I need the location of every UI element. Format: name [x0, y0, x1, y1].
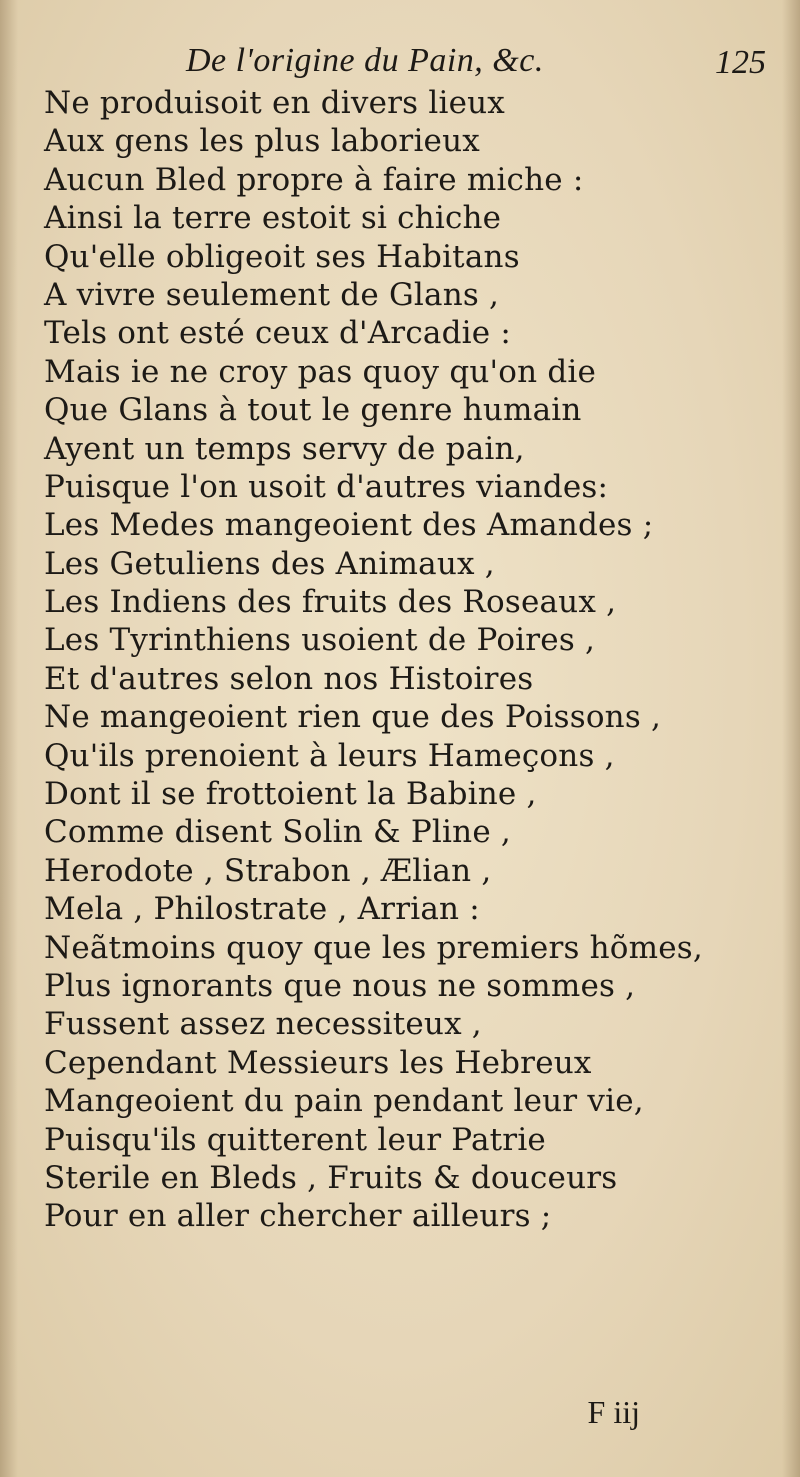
- verse-line: Que Glans à tout le genre humain: [44, 392, 582, 429]
- verse-line: Les Tyrinthiens usoient de Poires ,: [44, 622, 596, 659]
- verse-line: Ne mangeoient rien que des Poissons ,: [44, 699, 662, 736]
- verse-line: Mela , Philostrate , Arrian :: [44, 891, 480, 928]
- verse-line: Plus ignorants que nous ne sommes ,: [44, 967, 636, 1004]
- verse-text: [44, 84, 764, 1236]
- running-title: De l'origine du Pain, &c.: [186, 42, 544, 79]
- verse-line: Fussent assez necessiteux ,: [44, 1006, 482, 1043]
- verse-line: Ayent un temps servy de pain,: [44, 430, 525, 467]
- verse-line: Les Indiens des fruits des Roseaux ,: [44, 584, 617, 621]
- verse-line: Qu'ils prenoient à leurs Hameçons ,: [44, 737, 615, 774]
- verse-line: Aucun Bled propre à faire miche :: [44, 161, 584, 198]
- verse-line: Les Getuliens des Animaux ,: [44, 545, 495, 582]
- verse-line: Puisque l'on usoit d'autres viandes:: [44, 468, 609, 505]
- verse-line: Aux gens les plus laborieux: [44, 123, 480, 160]
- verse-line: Et d'autres selon nos Histoires: [44, 660, 534, 697]
- verse-line: Neãtmoins quoy que les premiers hõmes,: [44, 929, 703, 966]
- verse-line: Dont il se frottoient la Babine ,: [44, 776, 537, 813]
- verse-line: Cependant Messieurs les Hebreux: [44, 1044, 592, 1081]
- verse-line: Sterile en Bleds , Fruits & douceurs: [44, 1159, 618, 1196]
- verse-line: Tels ont esté ceux d'Arcadie :: [44, 315, 511, 352]
- verse-line: Ne produisoit en divers lieux: [44, 85, 505, 121]
- verse-line: Mais ie ne croy pas quoy qu'on die: [44, 353, 597, 390]
- verse-line: Les Medes mangeoient des Amandes ;: [44, 507, 654, 544]
- page-edge-shadow-right: [782, 0, 800, 1477]
- verse-line: Comme disent Solin & Pline ,: [44, 814, 511, 851]
- verse-line: Herodote , Strabon , Ælian ,: [44, 852, 492, 889]
- verse-line: A vivre seulement de Glans ,: [44, 276, 500, 313]
- verse-line: Mangeoient du pain pendant leur vie,: [44, 1083, 644, 1120]
- page-edge-shadow-left: [0, 0, 18, 1477]
- verse-line: Pour en aller chercher ailleurs ;: [44, 1198, 552, 1235]
- verse-line: Qu'elle obligeoit ses Habitans: [44, 238, 520, 275]
- page-number: 125: [715, 44, 766, 81]
- verse-line: Ainsi la terre estoit si chiche: [44, 200, 502, 237]
- verse-line: Puisqu'ils quitterent leur Patrie: [44, 1121, 546, 1158]
- signature-mark: F iij: [587, 1394, 640, 1430]
